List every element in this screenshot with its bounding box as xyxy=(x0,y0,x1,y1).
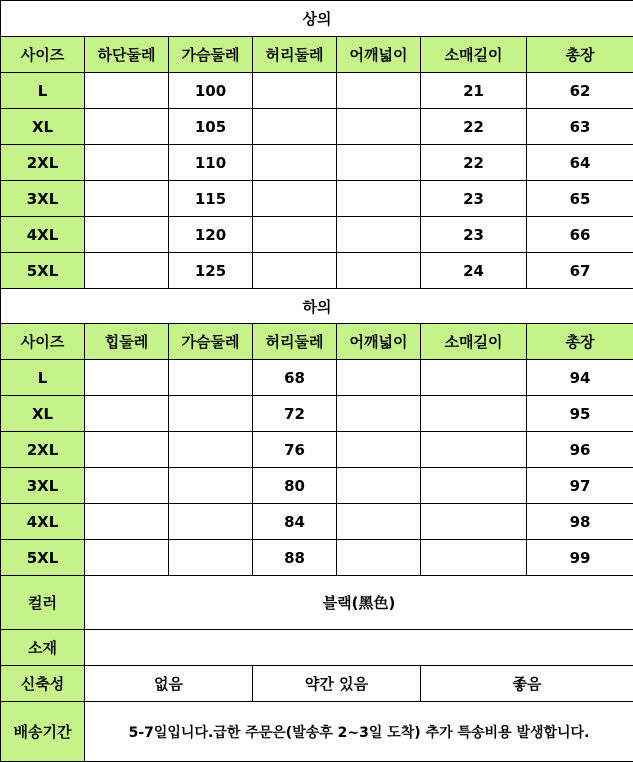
table-cell: 64 xyxy=(527,145,633,181)
bottom-header-row xyxy=(1,324,633,360)
table-cell xyxy=(337,504,421,540)
table-cell xyxy=(337,253,421,289)
table-cell xyxy=(421,540,527,576)
header-cell: 어깨넓이 xyxy=(337,324,421,360)
table-cell xyxy=(253,145,337,181)
table-cell xyxy=(85,396,169,432)
table-cell: 22 xyxy=(421,109,527,145)
table-cell xyxy=(169,396,253,432)
table-cell xyxy=(337,432,421,468)
material-label: 소재 xyxy=(1,630,85,666)
table-cell xyxy=(337,468,421,504)
table-cell xyxy=(337,396,421,432)
table-cell xyxy=(169,540,253,576)
table-cell xyxy=(85,432,169,468)
table-cell xyxy=(337,217,421,253)
stretch-option-good: 좋음 xyxy=(421,666,633,702)
table-cell xyxy=(85,217,169,253)
header-cell: 소매길이 xyxy=(421,324,527,360)
table-cell: 24 xyxy=(421,253,527,289)
top-section-title: 상의 xyxy=(1,1,633,37)
size-label: XL xyxy=(1,109,85,145)
size-label: 5XL xyxy=(1,253,85,289)
table-row xyxy=(1,73,633,109)
header-cell: 가슴둘레 xyxy=(169,324,253,360)
table-cell xyxy=(85,253,169,289)
table-cell: 115 xyxy=(169,181,253,217)
table-cell: 99 xyxy=(527,540,633,576)
table-cell xyxy=(253,217,337,253)
table-cell: 100 xyxy=(169,73,253,109)
table-cell xyxy=(421,360,527,396)
table-cell: 23 xyxy=(421,217,527,253)
table-cell xyxy=(253,181,337,217)
table-row xyxy=(1,396,633,432)
table-cell xyxy=(253,253,337,289)
color-row xyxy=(1,576,633,630)
table-row xyxy=(1,468,633,504)
table-cell xyxy=(337,145,421,181)
table-cell xyxy=(421,396,527,432)
table-cell xyxy=(85,109,169,145)
table-cell xyxy=(85,181,169,217)
header-cell: 허리둘레 xyxy=(253,37,337,73)
color-value: 블랙(黑色) xyxy=(85,576,633,630)
stretch-option-none: 없음 xyxy=(85,666,253,702)
table-cell: 63 xyxy=(527,109,633,145)
table-cell xyxy=(169,432,253,468)
size-label: 4XL xyxy=(1,217,85,253)
table-cell xyxy=(253,109,337,145)
header-cell: 힙둘레 xyxy=(85,324,169,360)
header-cell: 어깨넓이 xyxy=(337,37,421,73)
table-cell: 65 xyxy=(527,181,633,217)
table-cell: 72 xyxy=(253,396,337,432)
header-cell: 소매길이 xyxy=(421,37,527,73)
header-cell: 총장 xyxy=(527,37,633,73)
size-label: 4XL xyxy=(1,504,85,540)
table-cell xyxy=(337,109,421,145)
shipping-value: 5-7일입니다.급한 주문은(발송후 2~3일 도착) 추가 특송비용 발생합니다. xyxy=(85,702,633,762)
size-label: L xyxy=(1,73,85,109)
table-cell: 22 xyxy=(421,145,527,181)
table-cell xyxy=(421,504,527,540)
table-row xyxy=(1,504,633,540)
table-row xyxy=(1,145,633,181)
stretch-option-slight: 약간 있음 xyxy=(253,666,421,702)
table-cell xyxy=(85,540,169,576)
table-cell: 67 xyxy=(527,253,633,289)
table-cell xyxy=(337,360,421,396)
top-header-row xyxy=(1,37,633,73)
table-cell xyxy=(169,468,253,504)
table-cell xyxy=(169,360,253,396)
table-cell: 110 xyxy=(169,145,253,181)
stretch-row xyxy=(1,666,633,702)
table-cell: 105 xyxy=(169,109,253,145)
table-cell xyxy=(85,468,169,504)
size-label: 3XL xyxy=(1,468,85,504)
size-label: XL xyxy=(1,396,85,432)
table-cell: 80 xyxy=(253,468,337,504)
table-cell: 125 xyxy=(169,253,253,289)
material-row xyxy=(1,630,633,666)
bottom-title-row xyxy=(1,289,633,324)
table-cell xyxy=(85,504,169,540)
size-label: L xyxy=(1,360,85,396)
table-cell: 23 xyxy=(421,181,527,217)
size-label: 5XL xyxy=(1,540,85,576)
table-row xyxy=(1,540,633,576)
shipping-row xyxy=(1,702,633,762)
table-cell xyxy=(421,432,527,468)
header-cell: 사이즈 xyxy=(1,324,85,360)
shipping-label: 배송기간 xyxy=(1,702,85,762)
table-cell xyxy=(85,360,169,396)
header-cell: 허리둘레 xyxy=(253,324,337,360)
table-row xyxy=(1,217,633,253)
size-label: 2XL xyxy=(1,145,85,181)
table-cell: 66 xyxy=(527,217,633,253)
table-cell xyxy=(85,145,169,181)
table-cell xyxy=(337,73,421,109)
material-value xyxy=(85,630,633,666)
table-cell: 94 xyxy=(527,360,633,396)
table-cell: 98 xyxy=(527,504,633,540)
table-row xyxy=(1,432,633,468)
size-label: 3XL xyxy=(1,181,85,217)
table-cell: 84 xyxy=(253,504,337,540)
table-cell xyxy=(85,73,169,109)
table-row xyxy=(1,181,633,217)
table-cell: 88 xyxy=(253,540,337,576)
table-cell xyxy=(169,504,253,540)
table-cell: 76 xyxy=(253,432,337,468)
table-row xyxy=(1,253,633,289)
stretch-label: 신축성 xyxy=(1,666,85,702)
header-cell: 하단둘레 xyxy=(85,37,169,73)
bottom-section-title: 하의 xyxy=(1,289,633,324)
color-label: 컬러 xyxy=(1,576,85,630)
table-cell: 96 xyxy=(527,432,633,468)
table-cell xyxy=(337,181,421,217)
size-label: 2XL xyxy=(1,432,85,468)
table-row xyxy=(1,109,633,145)
table-cell xyxy=(421,468,527,504)
table-cell xyxy=(253,73,337,109)
header-cell: 사이즈 xyxy=(1,37,85,73)
table-cell: 62 xyxy=(527,73,633,109)
header-cell: 총장 xyxy=(527,324,633,360)
table-cell: 97 xyxy=(527,468,633,504)
table-cell: 95 xyxy=(527,396,633,432)
table-cell: 68 xyxy=(253,360,337,396)
table-cell: 21 xyxy=(421,73,527,109)
table-cell: 120 xyxy=(169,217,253,253)
table-row xyxy=(1,360,633,396)
table-cell xyxy=(337,540,421,576)
header-cell: 가슴둘레 xyxy=(169,37,253,73)
top-title-row xyxy=(1,1,633,37)
